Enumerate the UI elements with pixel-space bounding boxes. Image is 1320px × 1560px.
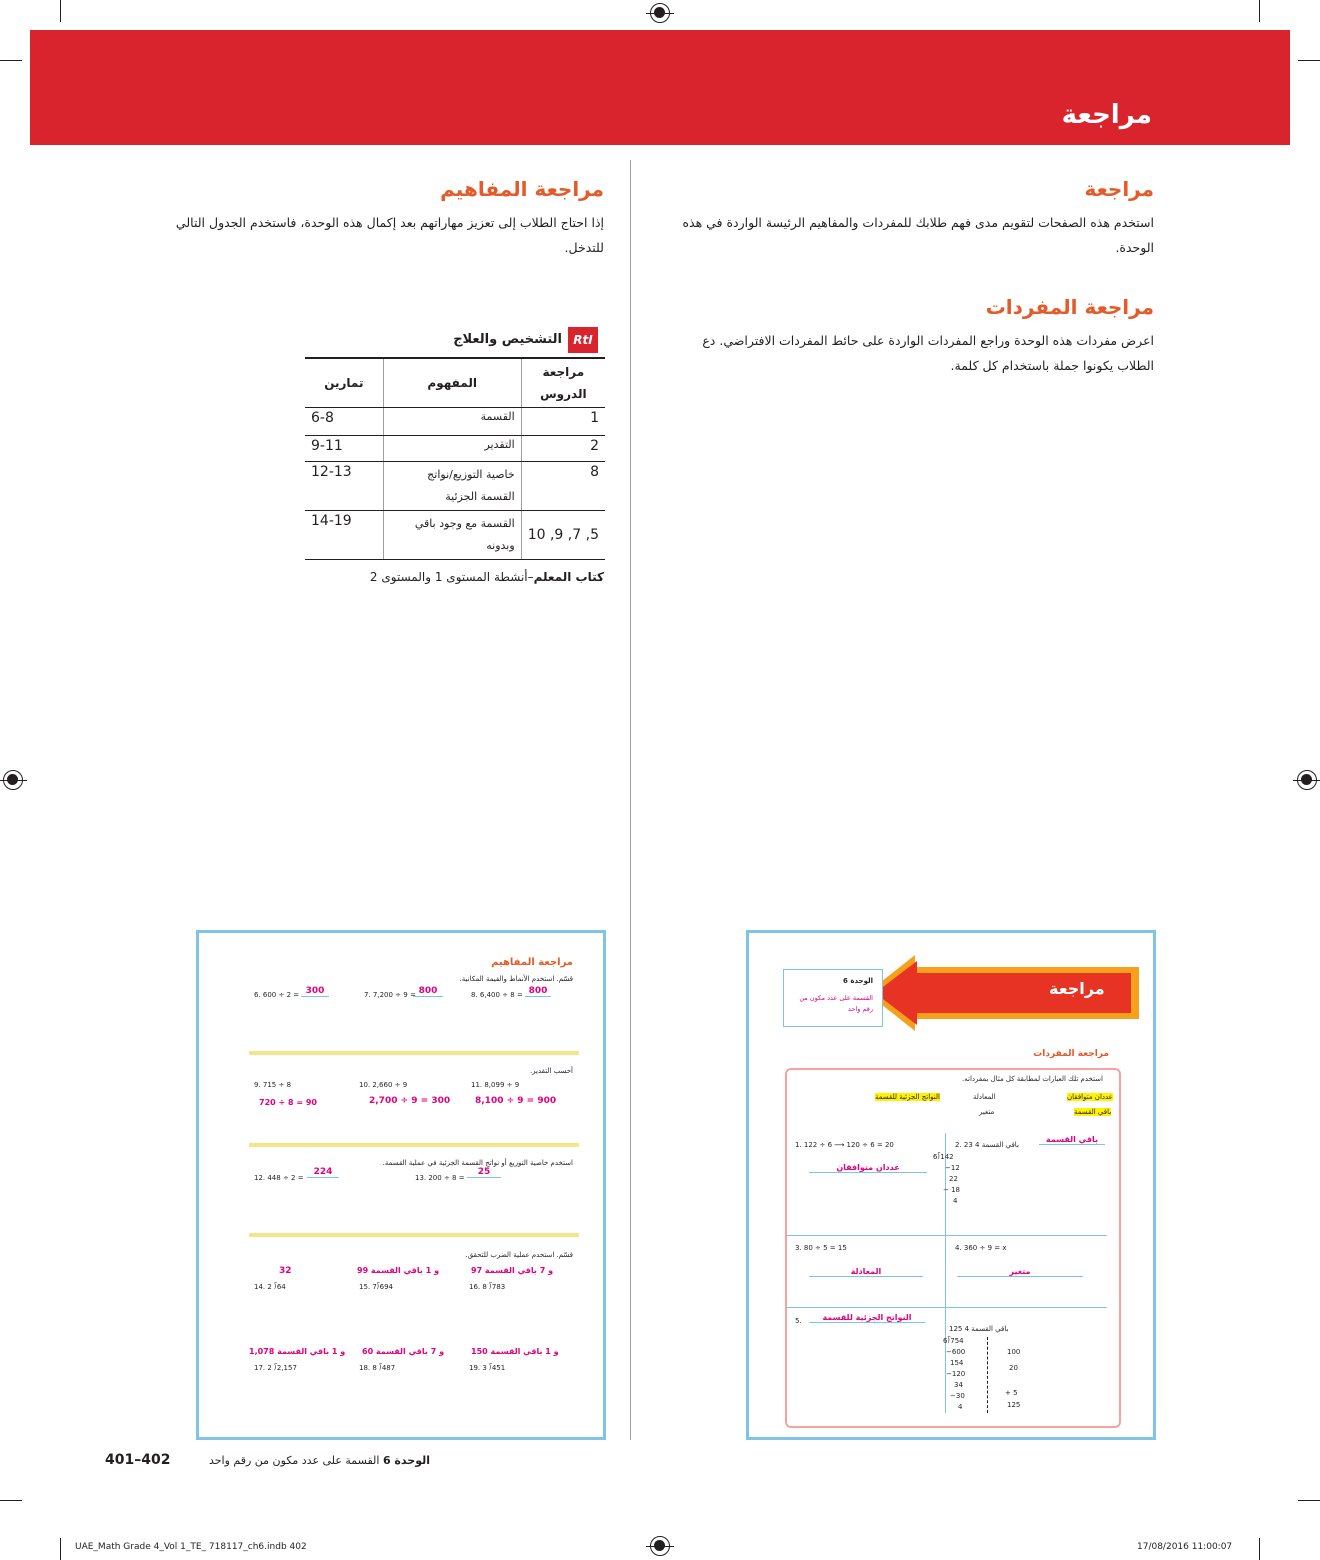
thumb-div5-partial: 100 [1007, 1348, 1021, 1356]
thumb-ex9: 9. 715 ÷ 8 [254, 1081, 292, 1089]
vocab-review-text: اعرض مفردات هذه الوحدة وراجع المفردات الواردة على حائط المفردات الافتراضي. دع الطلاب يكونوا جملة باستخدام كل كلمة. [702, 333, 1154, 373]
vocab-review-thumbnail [746, 930, 1156, 1440]
table-row [305, 462, 605, 511]
thumb-div2-line: − 18 [943, 1186, 960, 1194]
rti-badge: RtI [568, 327, 598, 353]
thumb-unit-sub: القسمة على عدد مكون من رقم واحد [799, 994, 873, 1013]
thumb-vocab-ex1: 1. 122 ÷ 6 ⟶ 120 ÷ 6 = 20 [795, 1141, 894, 1149]
table-cell-lesson: 1 [521, 408, 605, 436]
thumb-div5-partial: 125 [1007, 1401, 1021, 1409]
thumb-ans13: 25 [467, 1167, 501, 1178]
table-cell-exercises: 6-8 [305, 408, 383, 436]
thumb-section-1: قسّم. استخدم الأنماط والقيمة المكانية. [459, 975, 573, 983]
thumb-ex18: 18. 8 ⟌487 [359, 1364, 396, 1372]
thumb-ex12: 12. 448 ÷ 2 = [254, 1174, 304, 1182]
thumb-ans10: 2,700 ÷ 9 = 300 [369, 1096, 451, 1106]
thumb-vocab-ex4: 4. 360 ÷ 9 = x [955, 1244, 1007, 1252]
thumb-div5-line: −120 [946, 1370, 966, 1378]
diagnosis-table [305, 357, 605, 560]
registration-mark-right [1297, 770, 1317, 790]
table-header-exercises: تمارين [305, 358, 383, 408]
table-row [305, 408, 605, 436]
thumb-ex10: 10. 2,660 ÷ 9 [359, 1081, 408, 1089]
banner-title: مراجعة [1061, 100, 1152, 130]
thumb-div5-line: −30 [950, 1392, 965, 1400]
table-cell-concept: خاصية التوزيع/نواتج القسمة الجزئية [383, 462, 521, 511]
thumb-ans8: 800 [525, 986, 551, 997]
table-cell-exercises: 14-19 [305, 511, 383, 560]
teacher-book-label: كتاب المعلم [533, 570, 604, 584]
thumb-ex17: 17. 2 ⟌2,157 [254, 1364, 297, 1372]
wordbank-item: عددان متوافقان [1067, 1093, 1113, 1101]
concepts-review-text: إذا احتاج الطلاب إلى تعزيز مهاراتهم بعد إكمال هذه الوحدة، فاستخدم الجدول التالي للتدخل. [175, 215, 604, 255]
thumb-vocab-ans4: متغير [957, 1267, 1083, 1277]
thumb-vocab-ex5: 5. [795, 1317, 802, 1325]
print-slug-date: 17/08/2016 11:00:07 [1137, 1542, 1233, 1552]
rti-title: التشخيص والعلاج [453, 332, 562, 347]
thumb-ans11: 8,100 ÷ 9 = 900 [475, 1096, 557, 1106]
thumb-ans6: 300 [301, 986, 329, 997]
wordbank-item: النواتج الجزئية للقسمة [875, 1093, 940, 1101]
thumb-div5-line: −600 [946, 1348, 966, 1356]
wordbank-item: باقي القسمة [1074, 1108, 1112, 1116]
table-cell-concept: القسمة [383, 408, 521, 436]
thumb-vocab-ans2: باقي القسمة [1039, 1135, 1105, 1145]
page-numbers: 401–402 [105, 1452, 171, 1468]
thumb-div5-partial: 20 [1009, 1364, 1018, 1372]
thumb-div2-line: −12 [945, 1164, 960, 1172]
thumb-vocab-ex2: 2. 23 باقي القسمة 4 [955, 1141, 1019, 1149]
thumb-ans9: 720 ÷ 8 = 90 [259, 1098, 317, 1107]
thumb-section-3: استخدم خاصية التوزيع أو نواتج القسمة الجزئية في عملية القسمة. [382, 1159, 573, 1167]
thumb-vocab-ex3: 3. 80 ÷ 5 = 15 [795, 1244, 847, 1252]
thumb-div2-line: 22 [949, 1175, 958, 1183]
thumb-ex6: 6. 600 ÷ 2 = [254, 991, 300, 999]
thumb-vocab-ans1: عددان متوافقان [809, 1163, 927, 1173]
footer-unit-title: القسمة على عدد مكون من رقم واحد [208, 1454, 380, 1467]
thumb-separator [249, 1143, 579, 1147]
thumb-ans17: 1,078 و 1 باقي القسمة [249, 1347, 346, 1356]
thumb-div2-line: 6⟌142 [933, 1153, 954, 1161]
thumb-ans18: 60 و 7 باقي القسمة [362, 1347, 445, 1356]
table-cell-exercises: 12-13 [305, 462, 383, 511]
thumb-ans19: 150 و 1 باقي القسمة [471, 1347, 559, 1356]
grid-horizontal-line [787, 1307, 1107, 1308]
thumb-vocab-heading: مراجعة المفردات [1033, 1049, 1109, 1059]
thumb-div5-line: 154 [950, 1359, 964, 1367]
vocab-review-heading: مراجعة المفردات [985, 295, 1154, 319]
print-slug-file: UAE_Math Grade 4_Vol 1_TE_ 718117_ch6.indb 402 [75, 1542, 307, 1552]
wordbank-item: متغير [979, 1108, 995, 1116]
thumb-div5-line: 34 [954, 1381, 963, 1389]
grid-horizontal-line [787, 1235, 1107, 1236]
footer-unit-label: الوحدة 6 [382, 1454, 430, 1467]
thumb-section-4: قسّم. استخدم عملية الضرب للتحقق. [465, 1251, 573, 1259]
table-cell-concept: التقدير [383, 436, 521, 462]
thumb-concepts-heading: مراجعة المفاهيم [491, 957, 573, 968]
thumb-ans7: 800 [413, 986, 443, 997]
thumb-ex15: 15. 7⟌694 [359, 1283, 393, 1291]
thumb-ex11: 11. 8,099 ÷ 9 [471, 1081, 520, 1089]
thumb-div5-partial: + 5 [1005, 1389, 1018, 1397]
thumb-ex14: 14. 2 ⟌64 [254, 1283, 286, 1291]
registration-mark-left [3, 770, 23, 790]
thumb-div5-line: 4 [958, 1403, 963, 1411]
registration-mark-bottom [650, 1536, 670, 1556]
thumb-instruction: استخدم تلك العبارات لمطابقة كل مثال بمفرداته. [962, 1075, 1103, 1083]
thumb-unit-label: الوحدة 6 [843, 977, 873, 985]
thumb-div2-line: 4 [953, 1197, 958, 1205]
table-cell-lesson: 8 [521, 462, 605, 511]
thumb-separator [249, 1051, 579, 1055]
footer-unit [190, 1454, 430, 1467]
thumb-arrow-title: مراجعة [1049, 979, 1105, 998]
table-header-concept: المفهوم [383, 358, 521, 408]
thumb-div5-line: 6⟌754 [943, 1337, 964, 1345]
thumb-ans16: 97 و 7 باقي القسمة [471, 1266, 554, 1275]
table-row [305, 511, 605, 560]
thumb-ex19: 19. 3 ⟌451 [469, 1364, 506, 1372]
table-cell-exercises: 9-11 [305, 436, 383, 462]
table-cell-lesson: 5, 7, 9, 10 [521, 511, 605, 560]
table-header-lessons: مراجعة الدروس [521, 358, 605, 408]
review-heading: مراجعة [1084, 177, 1154, 201]
review-text: استخدم هذه الصفحات لتقويم مدى فهم طلابك للمفردات والمفاهيم الرئيسة الواردة في هذه الوحدة. [682, 215, 1154, 255]
thumb-ans14: 32 [279, 1266, 292, 1276]
thumb-ex16: 16. 8 ⟌783 [469, 1283, 506, 1291]
teacher-book-note [370, 570, 604, 584]
teacher-book-text: –أنشطة المستوى 1 والمستوى 2 [369, 570, 534, 584]
thumb-vocab-ans5: النواتج الجزئية للقسمة [809, 1313, 925, 1323]
wordbank-item: المعادلة [973, 1093, 996, 1101]
table-cell-lesson: 2 [521, 436, 605, 462]
concepts-review-thumbnail [196, 930, 606, 1440]
thumb-ans15: 99 و 1 باقي القسمة [357, 1266, 440, 1275]
thumb-ex8: 8. 6,400 ÷ 8 = [471, 991, 523, 999]
thumb-separator [249, 1233, 579, 1237]
partials-divider [987, 1337, 988, 1413]
column-divider [630, 160, 631, 1440]
concepts-review-heading: مراجعة المفاهيم [440, 177, 604, 201]
thumb-ex7: 7. 7,200 ÷ 9 = [364, 991, 416, 999]
thumb-vocab-ans3: المعادلة [809, 1267, 923, 1277]
thumb-div5-top: 125 باقي القسمة 4 [949, 1325, 1009, 1333]
table-cell-concept: القسمة مع وجود باقي وبدونه [383, 511, 521, 560]
registration-mark-top [650, 3, 670, 23]
thumb-ex13: 13. 200 ÷ 8 = [415, 1174, 465, 1182]
table-row [305, 436, 605, 462]
thumb-section-2: أحسب التقدير. [529, 1067, 573, 1075]
thumb-ans12: 224 [307, 1167, 339, 1178]
